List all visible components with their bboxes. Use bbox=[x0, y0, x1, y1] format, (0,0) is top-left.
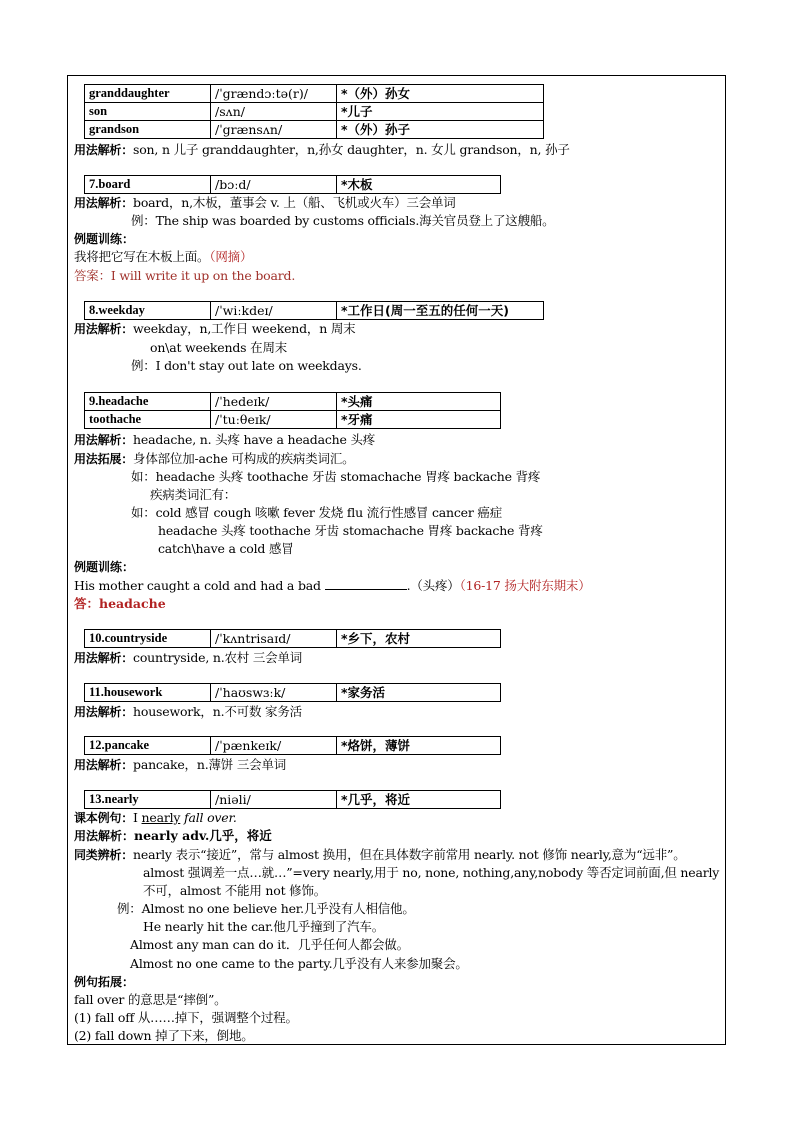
extension-line-3: 如：cold 感冒 cough 咳嗽 fever 发烧 flu 流行性感冒 cancer 癌症 bbox=[131, 505, 503, 520]
meaning-cell: *木板 bbox=[337, 176, 501, 194]
extension-line-2: 疾病类词汇有： bbox=[150, 487, 237, 502]
ipa-cell: /ˈgrænsʌn/ bbox=[211, 121, 337, 139]
extension-line-4: headache 头疼 toothache 牙齿 stomachache 胃疼 backache 背疼 bbox=[158, 523, 543, 538]
vocab-table-weekday bbox=[84, 301, 544, 320]
extension-line-3: (2) fall down 掉了下来，倒地。 bbox=[74, 1028, 254, 1043]
usage-line-2: on\at weekends 在周末 bbox=[150, 340, 288, 355]
vocab-table-family bbox=[84, 84, 544, 139]
extension-line-5: catch\have a cold 感冒 bbox=[158, 541, 294, 556]
word-cell: 9.headache bbox=[85, 393, 211, 411]
answer-blank bbox=[325, 577, 407, 590]
ipa-cell: /ˈkʌntrisaɪd/ bbox=[211, 630, 337, 648]
table-row bbox=[85, 176, 501, 194]
meaning-cell: *牙痛 bbox=[337, 411, 501, 429]
table-row bbox=[85, 393, 501, 411]
textbook-example: 课本例句：I nearly fall over. bbox=[74, 810, 237, 825]
extension-line-2: (1) fall off 从……掉下，强调整个过程。 bbox=[74, 1010, 298, 1025]
table-row bbox=[85, 121, 544, 139]
extension-line-1: 如：headache 头疼 toothache 牙齿 stomachache 胃疼 backache 背疼 bbox=[131, 469, 541, 484]
meaning-cell: *乡下，农村 bbox=[337, 630, 501, 648]
table-row bbox=[85, 630, 501, 648]
table-row bbox=[85, 684, 501, 702]
table-row bbox=[85, 411, 501, 429]
ipa-cell: /niəli/ bbox=[211, 791, 337, 809]
meaning-cell: *（外）孙子 bbox=[337, 121, 544, 139]
word-cell: 13.nearly bbox=[85, 791, 211, 809]
example-line-3: Almost any man can do it．几乎任何人都会做。 bbox=[130, 937, 409, 952]
meaning-cell: *（外）孙女 bbox=[337, 85, 544, 103]
vocab-table-nearly bbox=[84, 790, 501, 809]
vocab-table-headache bbox=[84, 392, 501, 429]
usage-line: 用法解析：headache, n. 头疼 have a headache 头疼 bbox=[74, 432, 376, 447]
example-line: 例：I don't stay out late on weekdays. bbox=[131, 358, 362, 373]
table-row bbox=[85, 103, 544, 121]
meaning-cell: *几乎，将近 bbox=[337, 791, 501, 809]
usage-line: 用法解析：nearly adv.几乎，将近 bbox=[74, 828, 272, 843]
extension-line-1: fall over 的意思是“摔倒”。 bbox=[74, 992, 227, 1007]
comparison-line-3: 不可，almost 不能用 not 修饰。 bbox=[143, 883, 327, 898]
meaning-cell: *儿子 bbox=[337, 103, 544, 121]
answer-line: 答案：I will write it up on the board. bbox=[74, 268, 296, 283]
word-cell: 10.countryside bbox=[85, 630, 211, 648]
exercise-label: 例题训练： bbox=[74, 560, 135, 574]
ipa-cell: /ˈgrændɔːtə(r)/ bbox=[211, 85, 337, 103]
meaning-cell: *烙饼，薄饼 bbox=[337, 737, 501, 755]
usage-line: 用法解析：board，n,木板，董事会 v. 上（船、飞机或火车）三会单词 bbox=[74, 195, 456, 210]
exercise-line: His mother caught a cold and had a bad .（头疼）（16-17 扬大附东期末） bbox=[74, 578, 591, 593]
ipa-cell: /ˈtuːθeɪk/ bbox=[211, 411, 337, 429]
table-row bbox=[85, 737, 501, 755]
usage-line: 用法解析：housework，n.不可数 家务活 bbox=[74, 704, 302, 719]
word-cell: granddaughter bbox=[85, 85, 211, 103]
meaning-cell: *工作日(周一至五的任何一天) bbox=[337, 302, 544, 320]
ipa-cell: /ˈpænkeɪk/ bbox=[211, 737, 337, 755]
table-row bbox=[85, 791, 501, 809]
extension-line: 用法拓展：身体部位加-ache 可构成的疾病类词汇。 bbox=[74, 451, 355, 466]
word-cell: 7.board bbox=[85, 176, 211, 194]
usage-line: 用法解析：son, n 儿子 granddaughter，n,孙女 daughter，n. 女儿 grandson，n, 孙子 bbox=[74, 142, 570, 157]
word-cell: 12.pancake bbox=[85, 737, 211, 755]
table-row bbox=[85, 302, 544, 320]
vocab-table-countryside bbox=[84, 629, 501, 648]
word-cell: 11.housework bbox=[85, 684, 211, 702]
example-line-1: 例：Almost no one believe her.几乎没有人相信他。 bbox=[117, 901, 415, 916]
ipa-cell: /ˈhaʊswɜːk/ bbox=[211, 684, 337, 702]
exercise-label: 例题训练： bbox=[74, 232, 135, 246]
example-line-2: He nearly hit the car.他几乎撞到了汽车。 bbox=[143, 919, 384, 934]
meaning-cell: *家务活 bbox=[337, 684, 501, 702]
table-row bbox=[85, 85, 544, 103]
exercise-line: 我将把它写在木板上面。（网摘） bbox=[74, 249, 253, 264]
comparison-line-2: almost 强调差一点…就…”=very nearly,用于 no, none, nothing,any,nobody 等否定词前面,但 nearly bbox=[143, 865, 720, 880]
example-line-4: Almost no one came to the party.几乎没有人来参加聚会。 bbox=[130, 956, 468, 971]
answer-line: 答：headache bbox=[74, 596, 166, 611]
vocab-table-board bbox=[84, 175, 501, 194]
ipa-cell: /ˈhedeɪk/ bbox=[211, 393, 337, 411]
word-cell: son bbox=[85, 103, 211, 121]
usage-line: 用法解析：countryside, n.农村 三会单词 bbox=[74, 650, 303, 665]
word-cell: grandson bbox=[85, 121, 211, 139]
example-line: 例：The ship was boarded by customs officials.海关官员登上了这艘船。 bbox=[131, 213, 555, 228]
ipa-cell: /ˈwiːkdeɪ/ bbox=[211, 302, 337, 320]
ipa-cell: /sʌn/ bbox=[211, 103, 337, 121]
vocab-table-housework bbox=[84, 683, 501, 702]
word-cell: toothache bbox=[85, 411, 211, 429]
comparison-line-1: 同类辨析：nearly 表示“接近”，常与 almost 换用，但在具体数字前常用 nearly. not 修饰 nearly,意为“远非”。 bbox=[74, 847, 686, 862]
word-cell: 8.weekday bbox=[85, 302, 211, 320]
usage-line: 用法解析：pancake，n.薄饼 三会单词 bbox=[74, 757, 287, 772]
ipa-cell: /bɔːd/ bbox=[211, 176, 337, 194]
meaning-cell: *头痛 bbox=[337, 393, 501, 411]
usage-line: 用法解析：weekday，n,工作日 weekend，n 周末 bbox=[74, 321, 356, 336]
extension-label: 例句拓展： bbox=[74, 975, 135, 989]
vocab-table-pancake bbox=[84, 736, 501, 755]
